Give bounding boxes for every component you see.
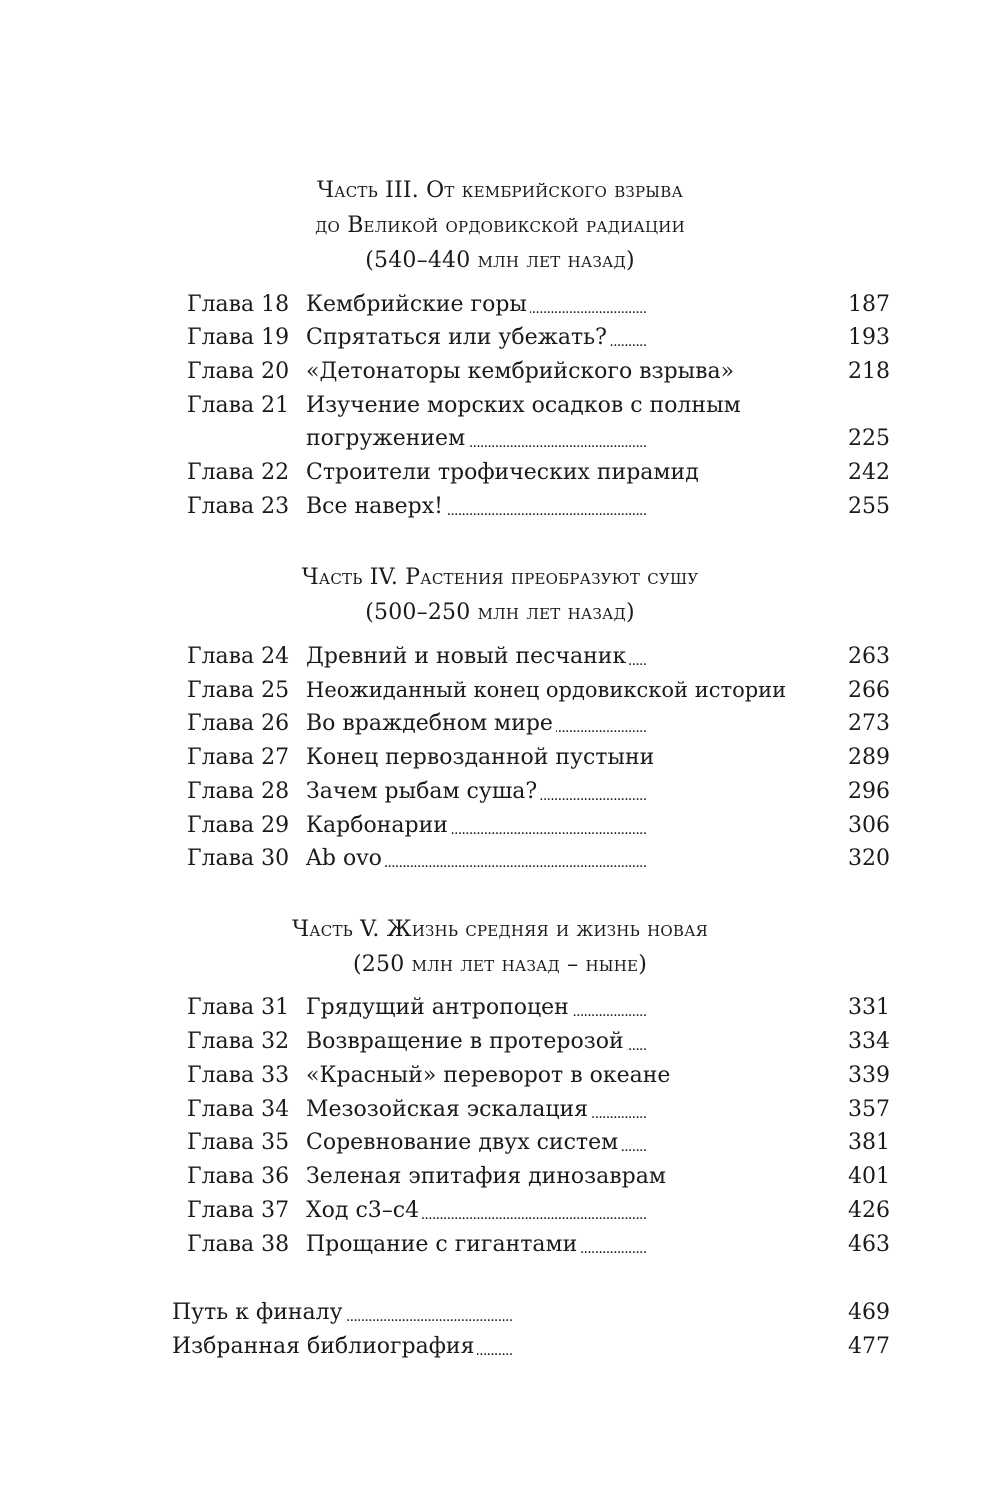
chapter-title: «Красный» переворот в океане bbox=[306, 1063, 673, 1088]
chapter-number: Глава 26 bbox=[187, 711, 290, 736]
part-heading-4 bbox=[0, 560, 1000, 630]
chapter-title: Грядущий антропоцен bbox=[306, 995, 572, 1020]
page-number: 426 bbox=[831, 1194, 890, 1227]
toc-entry[interactable] bbox=[0, 355, 1000, 388]
page-number: 306 bbox=[831, 809, 890, 842]
chapter-title: Карбонарии bbox=[306, 813, 451, 838]
chapter-number: Глава 32 bbox=[187, 1029, 290, 1054]
page-number: 225 bbox=[831, 422, 890, 455]
toc-entry[interactable] bbox=[0, 809, 1000, 842]
chapter-number: Глава 20 bbox=[187, 359, 290, 384]
page-number: 255 bbox=[831, 490, 890, 523]
page-number: 477 bbox=[831, 1330, 890, 1363]
part-heading-line: до Великой ордовикской радиации bbox=[315, 213, 685, 238]
chapter-number: Глава 21 bbox=[187, 393, 290, 418]
page-number: 339 bbox=[831, 1059, 890, 1092]
toc-entry[interactable] bbox=[0, 707, 1000, 740]
chapter-number: Глава 33 bbox=[187, 1063, 290, 1088]
chapter-number: Глава 31 bbox=[187, 995, 290, 1020]
page-number: 193 bbox=[831, 321, 890, 354]
chapter-title: Зеленая эпитафия динозаврам bbox=[306, 1164, 669, 1189]
part-heading-line: (540–440 млн лет назад) bbox=[365, 248, 635, 273]
page-number: 289 bbox=[831, 741, 890, 774]
toc-entry[interactable] bbox=[0, 1093, 1000, 1126]
toc-back-matter-entry[interactable] bbox=[0, 1330, 1000, 1363]
chapter-number: Глава 23 bbox=[187, 494, 290, 519]
page-number: 334 bbox=[831, 1025, 890, 1058]
chapter-number: Глава 27 bbox=[187, 745, 290, 770]
page-number: 463 bbox=[831, 1228, 890, 1261]
back-matter-title: Путь к финалу bbox=[172, 1300, 346, 1325]
chapter-title: Ab ovo bbox=[306, 846, 385, 871]
page-number: 266 bbox=[831, 674, 890, 707]
chapter-title: Спрятаться или убежать? bbox=[306, 325, 610, 350]
chapter-title-continuation: погружением bbox=[306, 426, 468, 451]
chapter-number: Глава 35 bbox=[187, 1130, 290, 1155]
toc-entry[interactable] bbox=[0, 775, 1000, 808]
part-heading-line: Часть IV. Растения преобразуют сушу bbox=[301, 565, 699, 590]
chapter-number: Глава 34 bbox=[187, 1097, 290, 1122]
part-heading-3 bbox=[0, 173, 1000, 278]
part-heading-line: Часть III. От кембрийского взрыва bbox=[316, 178, 684, 203]
page-number: 381 bbox=[831, 1126, 890, 1159]
chapter-title: Возвращение в протерозой bbox=[306, 1029, 627, 1054]
chapter-title: Строители трофических пирамид bbox=[306, 460, 702, 485]
toc-entry[interactable] bbox=[0, 741, 1000, 774]
chapter-number: Глава 18 bbox=[187, 292, 290, 317]
toc-entry[interactable] bbox=[0, 1194, 1000, 1227]
toc-entry[interactable] bbox=[0, 288, 1000, 321]
toc-entry[interactable] bbox=[0, 1160, 1000, 1193]
chapter-number: Глава 24 bbox=[187, 644, 290, 669]
chapter-title: Изучение морских осадков с полным bbox=[306, 393, 744, 418]
chapter-title: Зачем рыбам суша? bbox=[306, 779, 540, 804]
chapter-number: Глава 19 bbox=[187, 325, 290, 350]
part-heading-line: (250 млн лет назад – ныне) bbox=[353, 952, 647, 977]
page-number: 469 bbox=[831, 1296, 890, 1329]
chapter-number: Глава 29 bbox=[187, 813, 290, 838]
chapter-number: Глава 36 bbox=[187, 1164, 290, 1189]
chapter-number: Глава 37 bbox=[187, 1198, 290, 1223]
chapter-title: Соревнование двух систем bbox=[306, 1130, 621, 1155]
part-heading-5 bbox=[0, 912, 1000, 982]
toc-entry-continuation[interactable] bbox=[0, 422, 1000, 455]
chapter-title: Мезозойская эскалация bbox=[306, 1097, 591, 1122]
chapter-title: Конец первозданной пустыни bbox=[306, 745, 657, 770]
chapter-title: Кембрийские горы bbox=[306, 292, 530, 317]
toc-entry[interactable] bbox=[0, 1059, 1000, 1092]
chapter-title: Все наверх! bbox=[306, 494, 446, 519]
page-number: 331 bbox=[831, 991, 890, 1024]
page-number: 401 bbox=[831, 1160, 890, 1193]
page-number: 357 bbox=[831, 1093, 890, 1126]
chapter-number: Глава 25 bbox=[187, 678, 290, 703]
chapter-title: «Детонаторы кембрийского взрыва» bbox=[306, 359, 737, 384]
chapter-number: Глава 22 bbox=[187, 460, 290, 485]
chapter-title: Древний и новый песчаник bbox=[306, 644, 629, 669]
part-heading-line: (500–250 млн лет назад) bbox=[365, 600, 635, 625]
chapter-number: Глава 30 bbox=[187, 846, 290, 871]
page-number: 218 bbox=[831, 355, 890, 388]
page-number: 320 bbox=[831, 842, 890, 875]
page-number: 242 bbox=[831, 456, 890, 489]
toc-entry[interactable] bbox=[0, 389, 1000, 422]
toc-entry[interactable] bbox=[0, 1126, 1000, 1159]
toc-entry[interactable] bbox=[0, 842, 1000, 875]
page-number: 273 bbox=[831, 707, 890, 740]
chapter-number: Глава 28 bbox=[187, 779, 290, 804]
chapter-number: Глава 38 bbox=[187, 1232, 290, 1257]
part-heading-line: Часть V. Жизнь средняя и жизнь новая bbox=[292, 917, 708, 942]
chapter-title: Во враждебном мире bbox=[306, 711, 556, 736]
page-number: 263 bbox=[831, 640, 890, 673]
chapter-title: Ход c3–c4 bbox=[306, 1198, 422, 1223]
chapter-title: Неожиданный конец ордовикской истории bbox=[306, 678, 789, 702]
toc-entry[interactable] bbox=[0, 1228, 1000, 1261]
back-matter-title: Избранная библиография bbox=[172, 1334, 477, 1359]
toc-entry[interactable] bbox=[0, 490, 1000, 523]
chapter-title: Прощание с гигантами bbox=[306, 1232, 580, 1257]
toc-back-matter-entry[interactable] bbox=[0, 1296, 1000, 1329]
toc-entry[interactable] bbox=[0, 991, 1000, 1024]
toc-entry[interactable] bbox=[0, 321, 1000, 354]
toc-entry[interactable] bbox=[0, 1025, 1000, 1058]
toc-entry[interactable] bbox=[0, 640, 1000, 673]
page-number: 187 bbox=[831, 288, 890, 321]
page-number: 296 bbox=[831, 775, 890, 808]
toc-entry[interactable] bbox=[0, 674, 1000, 707]
toc-entry[interactable] bbox=[0, 456, 1000, 489]
